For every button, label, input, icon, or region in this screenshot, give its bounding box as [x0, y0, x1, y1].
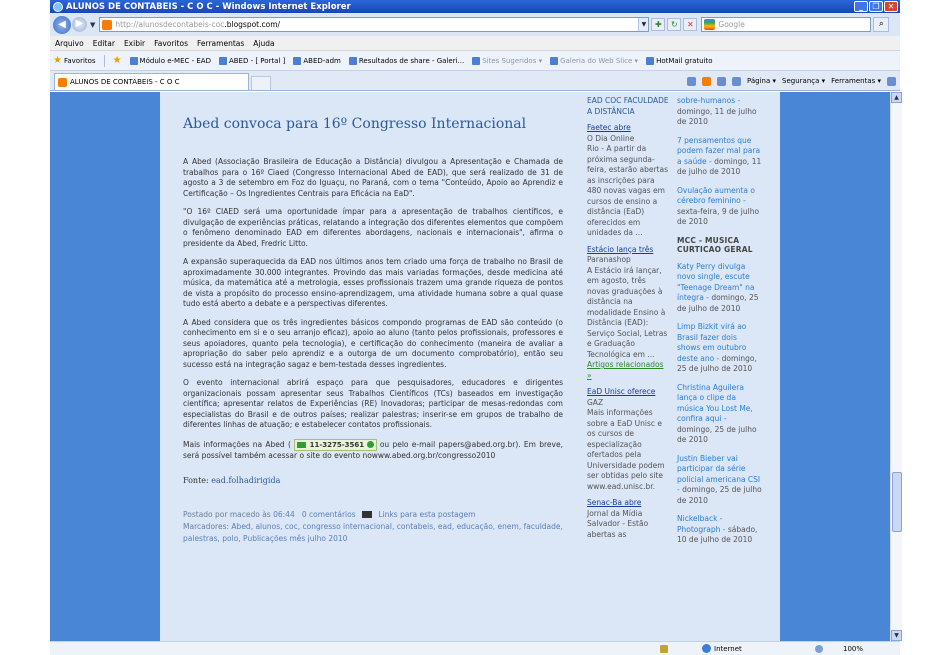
feed-item-title[interactable]: Estácio lança três [587, 244, 654, 254]
security-zone[interactable]: Internet [702, 644, 742, 653]
posted-by: Postado por macedo às [183, 509, 271, 519]
address-toolbar [50, 13, 900, 36]
new-tab-button[interactable] [251, 76, 271, 90]
post-footer [183, 509, 563, 545]
history-dropdown-icon[interactable]: ▼ [90, 20, 96, 29]
mail-icon[interactable] [717, 77, 726, 86]
labels-prefix: Marcadores: [183, 521, 230, 531]
post-time-link[interactable]: 06:44 [273, 509, 295, 519]
favorite-link[interactable]: Módulo e-MEC - EAD [130, 57, 211, 65]
related-articles-link[interactable]: Artigos relacionados » [587, 360, 664, 380]
list-item[interactable]: Ovulação aumenta o cérebro feminino - sexta-feira, 9 de julho de 2010 [677, 185, 760, 226]
menu-ajuda[interactable]: Ajuda [253, 38, 275, 48]
blog-post [183, 116, 563, 545]
feed-item-text: Rio - A partir da próxima segunda-feira, estarão abertas as inscrições para 480 novas vagas em cursos de ensino a distância (EaD) oferecidos em unidades da ... [587, 144, 668, 237]
window-title: ALUNOS DE CONTABEIS - C O C - Windows Internet Explorer [66, 1, 351, 12]
page-viewport [50, 92, 890, 641]
stop-button[interactable]: ✕ [683, 18, 697, 31]
scroll-down-icon[interactable]: ▼ [891, 630, 902, 641]
print-icon[interactable] [732, 77, 741, 86]
page-icon [219, 57, 227, 65]
window-controls [854, 1, 898, 12]
post-source: Fonte: ead.folhadirigida [183, 475, 281, 485]
favorite-link[interactable]: HotMail gratuito [646, 57, 713, 65]
blogger-favicon-icon [58, 78, 67, 87]
menu-arquivo[interactable]: Arquivo [55, 38, 84, 48]
compatibility-button[interactable]: ✚ [651, 18, 665, 31]
star-icon: ★ [53, 55, 62, 66]
url-prefix: http://alunosdecontabeis-coc [115, 20, 225, 29]
status-bar [50, 641, 900, 655]
page-icon [472, 57, 480, 65]
feed-item-text: A Estácio irá lançar, em agosto, três novas graduações à distância na modalidade Ensino à Distância (EAD): Serviço Social, Letras e Graduação Tecnológica em ... [587, 265, 668, 359]
protected-mode-icon[interactable] [815, 645, 823, 653]
security-menu[interactable]: Segurança ▾ [782, 77, 826, 85]
address-bar[interactable] [99, 17, 649, 32]
post-paragraph: A Abed (Associação Brasileira de Educação a Distância) divulgou a Apresentação e Chamada de trabalhos para o 16º Ciaed (Congresso Internacional Abed de EAD), que será realizado de 31 de agosto a 3 de setembro em Foz do Iguaçu, no Paraná, com o tema "Conteúdo, Apoio ao Aprendiz e Certificação – Os Ingredientes Centrais para Eficácia na EaD". [183, 157, 563, 198]
comments-link[interactable]: 0 comentários [301, 509, 356, 519]
list-item[interactable]: Justin Bieber vai participar da série policial americana CSI - domingo, 25 de julho de 2010 [677, 453, 762, 505]
music-section-heading: MCC - MUSICA CURTICAO GERAL [677, 235, 753, 254]
brazil-flag-icon [297, 442, 306, 448]
scroll-up-icon[interactable]: ▲ [891, 92, 902, 103]
menu-bar [50, 36, 900, 51]
page-icon [550, 57, 558, 65]
email-post-icon[interactable] [362, 511, 372, 518]
forward-button[interactable]: ▶ [72, 17, 87, 32]
security-lock-icon [660, 645, 668, 653]
page-icon [646, 57, 654, 65]
page-icon [293, 57, 301, 65]
menu-favoritos[interactable]: Favoritos [154, 38, 188, 48]
globe-icon [702, 644, 711, 653]
feed-item-title[interactable]: EaD Unisc oferece [587, 387, 656, 396]
window-title-bar [50, 0, 900, 13]
feed-item-text: Salvador - Estão abertas as [587, 519, 649, 539]
scroll-thumb[interactable] [892, 472, 902, 532]
google-icon [704, 19, 715, 30]
menu-ferramentas[interactable]: Ferramentas [197, 38, 245, 48]
menu-editar[interactable]: Editar [92, 38, 115, 48]
minimize-button[interactable]: _ [854, 1, 868, 12]
list-item[interactable]: Christina Aguilera lança o clipe da música You Lost Me, confira aqui - domingo, 25 de julho de 2010 [677, 382, 757, 444]
feed-item-source: Paranashop [587, 255, 631, 264]
news-feed-sidebar [587, 96, 669, 540]
links-sidebar [677, 96, 762, 554]
feed-item-source: Jornal da Mídia [587, 508, 643, 518]
favorites-bar [50, 51, 900, 71]
post-title[interactable]: Abed convoca para 16º Congresso Internacional [183, 116, 527, 132]
feed-item-title[interactable]: Senac-Ba abre [587, 498, 642, 507]
post-paragraph: "O 16º CIAED será uma oportunidade ímpar para a apresentação de trabalhos científicos, e divulgação de experiências práticas, relatando a integração dos diferentes elementos que compõem o fenômeno denominado EAD em diferentes abordagens, nacionais e internacionais", afirma o presidente da Abed, Fredric Litto. [183, 207, 563, 248]
list-item[interactable]: Limp Bizkit virá ao Brasil fazer dois shows em outubro deste ano - domingo, 25 de julho de 2010 [677, 322, 757, 373]
feed-item-source: GAZ [587, 397, 604, 407]
favorites-button[interactable]: ★ Favoritos [53, 55, 96, 66]
zoom-level[interactable]: 100% [843, 644, 864, 653]
tab-label: ALUNOS DE CONTABEIS - C O C [70, 78, 180, 86]
maximize-button[interactable]: ❐ [869, 1, 883, 12]
address-dropdown-icon[interactable]: ▼ [638, 18, 648, 31]
search-icon[interactable]: ⌕ [873, 17, 889, 32]
add-favorite-icon[interactable]: ★ [112, 55, 122, 66]
post-info: Mais informações na Abed ( 11-3275-3561 ou pelo e-mail papers@abed.org.br). Em breve, será possível também acessar o site do evento nowww.abed.org.br/congresso2010 [183, 439, 563, 460]
tools-menu[interactable]: Ferramentas ▾ [831, 77, 881, 85]
tab-alunos-de-contabeis[interactable] [54, 73, 249, 90]
page-icon [130, 57, 138, 65]
search-input[interactable] [701, 17, 871, 32]
blogger-favicon-icon [102, 20, 112, 30]
tab-strip [50, 71, 900, 91]
favorite-link[interactable]: Galeria do Web Slice ▾ [550, 57, 638, 65]
page-menu[interactable]: Página ▾ [746, 77, 777, 85]
backlinks-link[interactable]: Links para esta postagem [378, 509, 476, 519]
feeds-icon[interactable] [702, 77, 711, 86]
post-paragraph: O evento internacional abrirá espaço para que pesquisadores, educadores e dirigentes organizacionais possam apresentar seus Trabalhos Científicos (TCs) baseados em investigação científica; apresentar relatos de Experiências (RE) Inovadoras; participar de mesas-redondas com especialistas do Brasil e de outros países; realizar palestras; inserir-se em grupos de trabalho de diferentes linhas de atuação; e estabelecer contatos profissionais. [183, 378, 563, 429]
blog-page [160, 92, 780, 641]
source-link[interactable]: ead.folhadirigida [211, 475, 281, 485]
feed-item-title[interactable]: Faetec abre [587, 123, 631, 132]
close-button[interactable]: ✕ [884, 1, 898, 12]
feed-item-source: O Dia Online [587, 133, 635, 143]
favorite-link[interactable]: Resultados de share - Galeri... [349, 57, 464, 65]
refresh-button[interactable]: ↻ [667, 18, 681, 31]
favorite-link[interactable]: Sites Sugeridos ▾ [472, 57, 542, 65]
ie-logo-icon [53, 2, 63, 12]
post-paragraph: A expansão superaquecida da EAD nos últimos anos tem criado uma força de trabalho no Brasil de aproximadamente 30.000 integrantes. Provindo das mais variadas formações, desde medicina até música, da matemática até a metrologia, esses profissionais trazem uma grande riqueza de pontos de vista a propósito do processo ensino-aprendizagem, uma atividade humana sobre a qual quase tudo está aberto a debate e a perspectivas diferentes. [183, 257, 563, 308]
url-host: .blogspot.com/ [224, 20, 281, 29]
menu-exibir[interactable]: Exibir [123, 38, 146, 48]
list-item[interactable]: sobre-humanos - domingo, 11 de julho de 2010 [677, 96, 757, 126]
favorite-link[interactable]: ABED - [ Portal ] [219, 57, 285, 65]
list-item[interactable]: 7 pensamentos que podem fazer mal para a saúde - domingo, 11 de julho de 2010 [677, 135, 762, 176]
command-bar [687, 72, 900, 90]
help-icon[interactable] [887, 77, 896, 86]
back-button[interactable]: ◀ [53, 16, 71, 34]
feed-header: EAD COC FACULDADE A DISTÂNCIA [587, 96, 669, 116]
labels-links[interactable]: Abed, alunos, coc, congresso internacional, contabeis, ead, educação, enem, faculdade, palestras, polo, Publicações mês julho 2010 [183, 521, 563, 543]
page-icon [349, 57, 357, 65]
post-paragraph: A Abed considera que os três ingredientes básicos compondo programas de EAD são conteúdo (o conhecimento em si e o seu arranjo eficaz), apoio ao aluno (tanto pelos profissionais, professores e seus apoiadores, quanto pela tecnologia), e certificação do conhecimento (maneira de avaliar a apropriação do saber pelo aprendiz e a outorga de um documento comprobatório), então seu sucesso está na integração sagaz e bem-testada desses ingredientes. [183, 317, 563, 369]
favorite-link[interactable]: ABED-adm [293, 57, 340, 65]
divider [104, 55, 105, 67]
feed-item-text: Mais informações sobre a EaD Unisc e os cursos de especialização ofertados pela Universidade podem ser obtidas pelo site www.ead.unisc.br. [587, 408, 665, 491]
skype-icon [367, 441, 374, 448]
list-item[interactable]: Katy Perry divulga novo single, escute "Teenage Dream" na íntegra - domingo, 25 de julho de 2010 [677, 261, 759, 313]
skype-phone-link[interactable]: 11-3275-3561 [294, 439, 376, 452]
list-item[interactable]: Nickelback - Photograph - sábado, 10 de julho de 2010 [677, 514, 758, 544]
home-icon[interactable] [687, 77, 696, 86]
search-placeholder: Google [718, 20, 745, 29]
vertical-scrollbar[interactable] [890, 92, 902, 641]
